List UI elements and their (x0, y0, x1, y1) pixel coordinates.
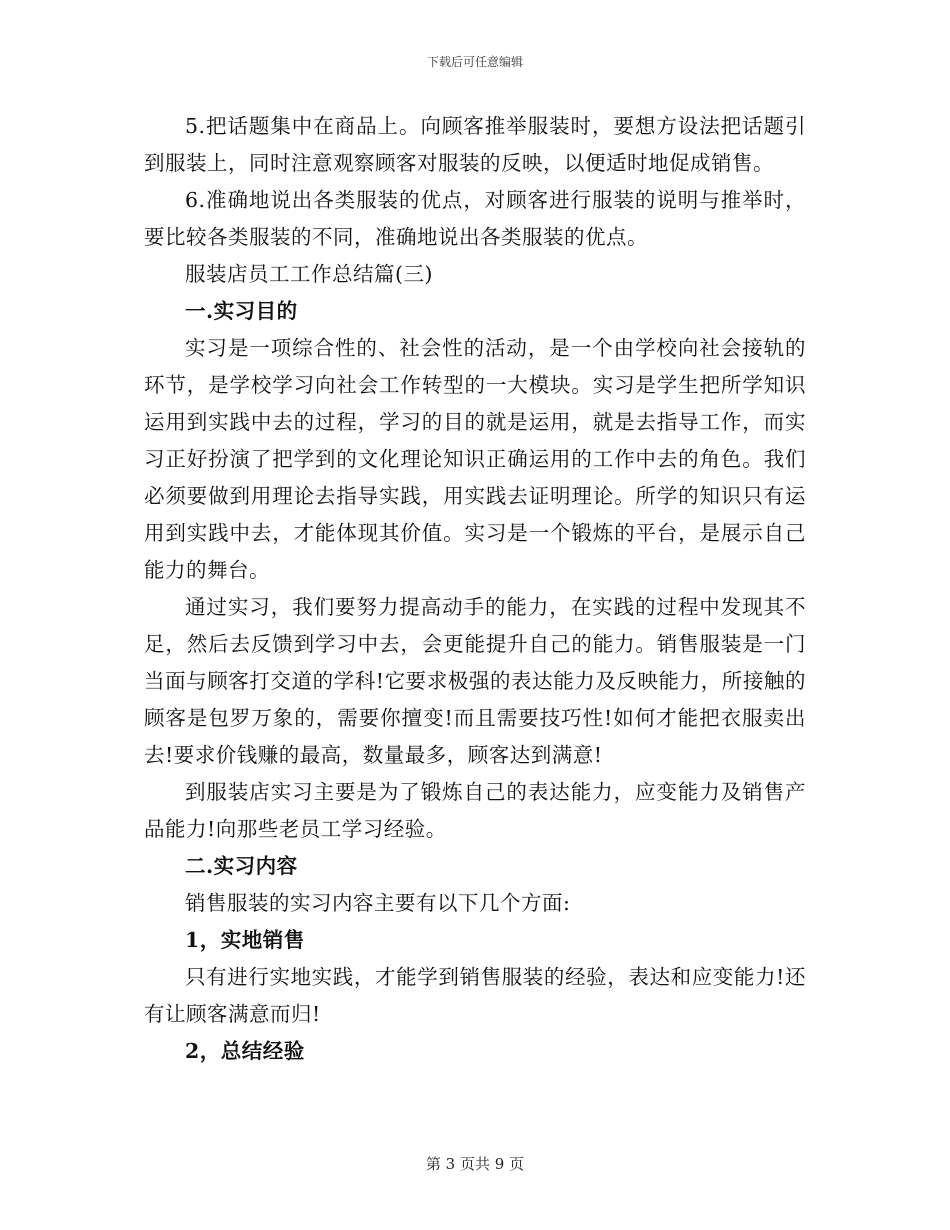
heading-summarize-experience: 2，总结经验 (185, 1039, 305, 1063)
paragraph-content-intro: 销售服装的实习内容主要有以下几个方面: (185, 891, 571, 915)
page-number: 第 3 页共 9 页 (425, 1155, 525, 1173)
paragraph-clothing-store: 到服装店实习主要是为了锻炼自己的表达能力，应变能力及销售产品能力!向那些老员工学习经验。 (144, 780, 806, 841)
paragraph-5: 5.把话题集中在商品上。向顾客推举服装时，要想方设法把话题引到服装上，同时注意观察顾客对服装的反映，以便适时地促成销售。 (144, 114, 806, 175)
heading-internship-purpose: 一.实习目的 (185, 299, 298, 323)
heading-internship-content: 二.实习内容 (185, 854, 298, 878)
paragraph-6: 6.准确地说出各类服装的优点，对顾客进行服装的说明与推举时，要比较各类服装的不同，准确地说出各类服装的优点。 (144, 188, 806, 249)
document-body (144, 108, 806, 1070)
paragraph-through-internship: 通过实习，我们要努力提高动手的能力，在实践的过程中发现其不足，然后去反馈到学习中去，会更能提升自己的能力。销售服装是一门当面与顾客打交道的学科!它要求极强的表达能力及反映能力，所接触的顾客是包罗万象的，需要你擅变!而且需要技巧性!如何才能把衣服卖出去!要求价钱赚的最高，数量最多，顾客达到满意! (144, 595, 806, 767)
paragraph-field-sales: 只有进行实地实践，才能学到销售服装的经验，表达和应变能力!还有让顾客满意而归! (144, 965, 806, 1026)
heading-field-sales: 1，实地销售 (185, 928, 305, 952)
section-title: 服装店员工工作总结篇(三) (185, 262, 433, 286)
header-note: 下载后可任意编辑 (426, 55, 523, 69)
paragraph-purpose: 实习是一项综合性的、社会性的活动，是一个由学校向社会接轨的环节，是学校学习向社会工作转型的一大模块。实习是学生把所学知识运用到实践中去的过程，学习的目的就是运用，就是去指导工作，而实习正好扮演了把学到的文化理论知识正确运用的工作中去的角色。我们必须要做到用理论去指导实践，用实践去证明理论。所学的知识只有运用到实践中去，才能体现其价值。实习是一个锻炼的平台，是展示自己能力的舞台。 (144, 336, 806, 582)
